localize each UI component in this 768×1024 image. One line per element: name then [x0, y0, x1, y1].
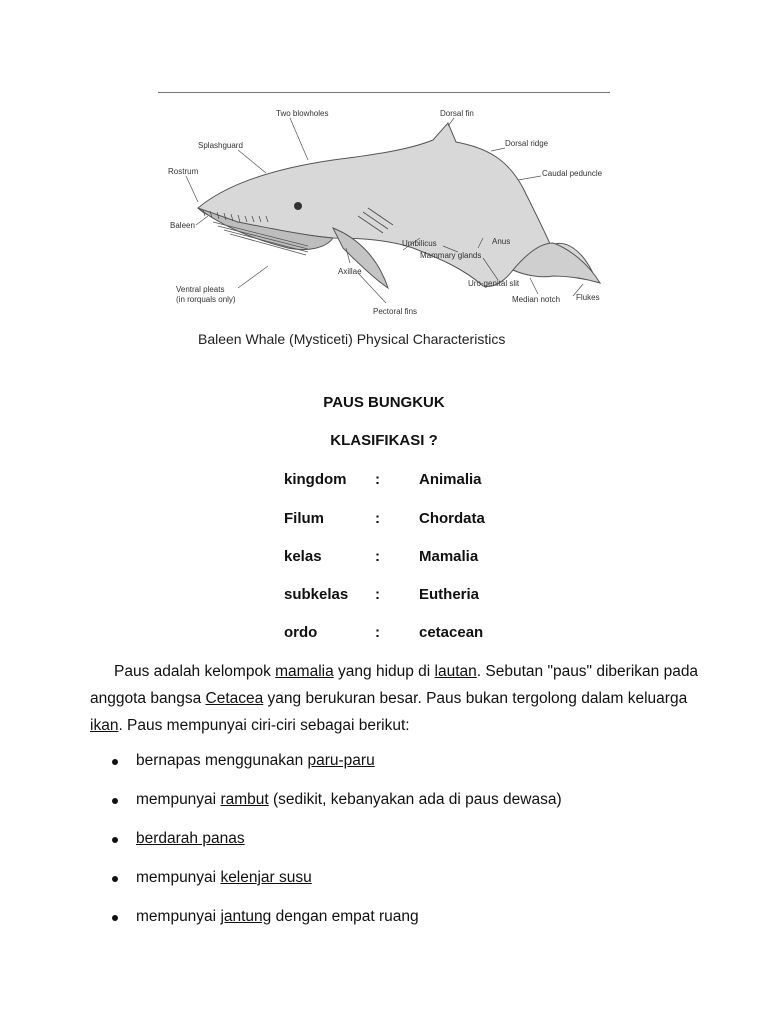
classification-key: ordo [284, 624, 318, 641]
classification-separator: : [375, 510, 380, 527]
bullet-icon [112, 798, 118, 804]
list-item [90, 750, 710, 789]
classification-key: kingdom [284, 471, 347, 488]
list-item-text: bernapas menggunakan [136, 752, 308, 769]
label-median-notch: Median notch [512, 295, 561, 304]
link-cetacea[interactable]: Cetacea [205, 690, 264, 707]
classification-value: Chordata [419, 510, 485, 527]
label-dorsal-ridge: Dorsal ridge [505, 139, 549, 148]
list-item [90, 828, 710, 867]
bullet-icon [112, 876, 118, 882]
label-caudal-peduncle: Caudal peduncle [542, 169, 603, 178]
classification-row-kingdom [0, 471, 768, 493]
classification-key: Filum [284, 510, 324, 527]
label-ventral-pleats-note: (in rorquals only) [176, 295, 236, 304]
label-pectoral-fins: Pectoral fins [373, 307, 418, 316]
whale-eye [294, 202, 302, 210]
characteristics-list [90, 750, 710, 945]
classification-row-ordo [0, 624, 768, 646]
classification-value: cetacean [419, 624, 484, 641]
bullet-icon [112, 915, 118, 921]
bullet-icon [112, 837, 118, 843]
whale-diagram [158, 98, 610, 356]
whale-illustration [158, 98, 610, 356]
classification-value: Animalia [419, 471, 482, 488]
list-item [90, 906, 710, 945]
link-ikan[interactable]: ikan [90, 717, 119, 734]
classification-separator: : [375, 548, 380, 565]
paragraph-text: Paus adalah kelompok [114, 663, 276, 680]
list-item [90, 867, 710, 906]
link-rambut[interactable]: rambut [220, 791, 269, 808]
paragraph-text: yang hidup di [333, 663, 435, 680]
link-berdarah-panas[interactable]: berdarah panas [136, 830, 245, 847]
label-splashguard: Splashguard [198, 141, 243, 150]
classification-row-filum [0, 510, 768, 532]
bullet-icon [112, 759, 118, 765]
label-baleen: Baleen [170, 221, 195, 230]
link-jantung[interactable]: jantung [220, 908, 272, 925]
label-two-blowholes: Two blowholes [276, 109, 329, 118]
intro-paragraph [90, 658, 700, 739]
page-title: PAUS BUNGKUK [323, 394, 445, 411]
link-paru-paru[interactable]: paru-paru [307, 752, 375, 769]
classification-separator: : [375, 624, 380, 641]
label-umbilicus: Umbilicus [402, 239, 437, 248]
list-item-text: mempunyai [136, 908, 221, 925]
list-item-text: (sedikit, kebanyakan ada di paus dewasa) [268, 791, 562, 808]
classification-value: Mamalia [419, 548, 479, 565]
paragraph-text: . Paus mempunyai ciri-ciri sebagai berikut: [118, 717, 410, 734]
link-kelenjar-susu[interactable]: kelenjar susu [220, 869, 312, 886]
label-mammary-glands: Mammary glands [420, 251, 482, 260]
figure-caption: Baleen Whale (Mysticeti) Physical Characteristics [198, 331, 506, 347]
label-flukes: Flukes [576, 293, 600, 302]
list-item-text: mempunyai [136, 791, 221, 808]
link-mamalia[interactable]: mamalia [275, 663, 334, 680]
label-axillae: Axillae [338, 267, 362, 276]
classification-row-subkelas [0, 586, 768, 608]
list-item-text: mempunyai [136, 869, 221, 886]
label-rostrum: Rostrum [168, 167, 199, 176]
classification-separator: : [375, 586, 380, 603]
label-uro-genital-slit: Uro-genital slit [468, 279, 520, 288]
list-item [90, 789, 710, 828]
link-lautan[interactable]: lautan [434, 663, 477, 680]
paragraph-text: . Sebutan "paus" diberikan pada anggota bangsa [90, 663, 699, 707]
list-item-text: dengan empat ruang [271, 908, 419, 925]
classification-key: subkelas [284, 586, 349, 603]
classification-value: Eutheria [419, 586, 480, 603]
classification-row-kelas [0, 548, 768, 570]
label-dorsal-fin: Dorsal fin [440, 109, 474, 118]
classification-separator: : [375, 471, 380, 488]
paragraph-text: yang berukuran besar. Paus bukan tergolong dalam keluarga [263, 690, 688, 707]
classification-key: kelas [284, 548, 322, 565]
label-anus: Anus [492, 237, 511, 246]
classification-heading: KLASIFIKASI ? [330, 432, 438, 449]
label-ventral-pleats: Ventral pleats [176, 285, 225, 294]
top-rule [158, 92, 610, 93]
